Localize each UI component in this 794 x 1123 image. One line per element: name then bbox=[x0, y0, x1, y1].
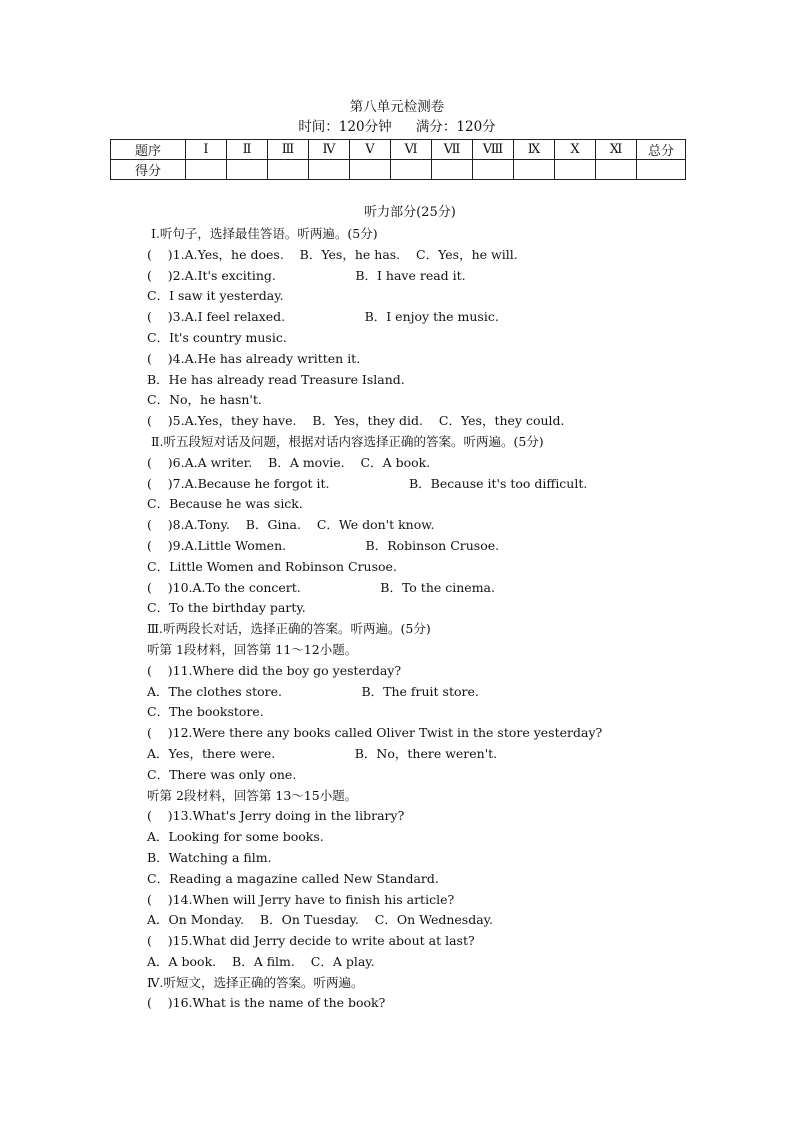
header-cell: Ⅲ bbox=[268, 140, 309, 160]
time-limit: 时间：120分钟 bbox=[298, 119, 392, 135]
option-line: B．Watching a film. bbox=[147, 849, 272, 865]
score-table-score-row bbox=[111, 160, 686, 180]
question-line: ( )5.A.Yes，they have. B．Yes，they did. C．Yes，they could. bbox=[147, 413, 565, 429]
instruction-line: 听第 2段材料，回答第 13～15小题。 bbox=[147, 787, 358, 803]
question-line: ( )2.A.It's exciting. B．I have read it. bbox=[147, 267, 466, 283]
option-line: C．There was only one. bbox=[147, 766, 297, 782]
option-line: A．Yes，there were. B．No，there weren't. bbox=[147, 745, 498, 761]
question-line: ( )16.What is the name of the book? bbox=[147, 995, 386, 1011]
section-heading: Ⅰ.听句子，选择最佳答语。听两遍。(5分) bbox=[151, 226, 378, 241]
header-cell: Ⅱ bbox=[227, 140, 268, 160]
score-cell bbox=[268, 160, 309, 180]
question-line: ( )1.A.Yes，he does. B．Yes，he has. C．Yes，he will. bbox=[147, 246, 518, 262]
instruction-line: 听第 1段材料，回答第 11～12小题。 bbox=[147, 641, 358, 657]
score-cell bbox=[596, 160, 637, 180]
option-line: A．Looking for some books. bbox=[147, 829, 324, 845]
score-cell bbox=[432, 160, 473, 180]
question-line: ( )7.A.Because he forgot it. B．Because it's too difficult. bbox=[147, 475, 588, 491]
question-line: ( )4.A.He has already written it. bbox=[147, 350, 361, 366]
question-line: ( )9.A.Little Women. B．Robinson Crusoe. bbox=[147, 537, 500, 553]
score-cell bbox=[473, 160, 514, 180]
question-list bbox=[147, 224, 767, 1014]
section-heading: Ⅲ.听两段长对话，选择正确的答案。听两遍。(5分) bbox=[147, 621, 431, 637]
question-line: ( )6.A.A writer. B．A movie. C．A book. bbox=[147, 454, 431, 470]
header-cell: Ⅰ bbox=[186, 140, 227, 160]
header-cell: Ⅹ bbox=[555, 140, 596, 160]
score-table bbox=[110, 139, 686, 180]
header-cell: Ⅴ bbox=[350, 140, 391, 160]
score-cell bbox=[555, 160, 596, 180]
score-table-header-row bbox=[111, 140, 686, 160]
question-line: ( )15.What did Jerry decide to write about at last? bbox=[147, 933, 475, 949]
score-row-label: 得分 bbox=[111, 160, 186, 180]
header-cell: 总分 bbox=[637, 140, 686, 160]
section-heading: Ⅳ.听短文，选择正确的答案。听两遍。 bbox=[147, 974, 364, 990]
option-line: C．Because he was sick. bbox=[147, 496, 303, 512]
score-cell bbox=[514, 160, 555, 180]
option-line: C．Little Women and Robinson Crusoe. bbox=[147, 558, 397, 574]
full-score: 满分：120分 bbox=[415, 119, 496, 135]
question-line: ( )10.A.To the concert. B．To the cinema. bbox=[147, 579, 495, 595]
header-cell: Ⅺ bbox=[596, 140, 637, 160]
question-line: ( )13.What's Jerry doing in the library? bbox=[147, 808, 405, 824]
question-line: ( )8.A.Tony. B．Gina. C．We don't know. bbox=[147, 517, 435, 533]
header-cell: 题序 bbox=[111, 140, 186, 160]
score-cell bbox=[227, 160, 268, 180]
exam-info bbox=[0, 118, 794, 136]
header-cell: Ⅳ bbox=[309, 140, 350, 160]
option-line: C．It's country music. bbox=[147, 329, 287, 345]
section-heading: Ⅱ.听五段短对话及问题，根据对话内容选择正确的答案。听两遍。(5分) bbox=[151, 433, 544, 449]
score-cell bbox=[309, 160, 350, 180]
question-line: ( )12.Were there any books called Oliver Twist in the store yesterday? bbox=[147, 725, 603, 741]
option-line: C．The bookstore. bbox=[147, 704, 264, 720]
score-cell bbox=[637, 160, 686, 180]
header-cell: Ⅸ bbox=[514, 140, 555, 160]
header-cell: Ⅷ bbox=[473, 140, 514, 160]
page-title: 第八单元检测卷 bbox=[349, 99, 445, 115]
section-title: 听力部分(25分) bbox=[364, 205, 456, 220]
option-line: C．I saw it yesterday. bbox=[147, 288, 284, 304]
option-line: C．No，he hasn't. bbox=[147, 392, 262, 408]
score-cell bbox=[391, 160, 432, 180]
option-line: A．The clothes store. B．The fruit store. bbox=[147, 683, 479, 699]
option-line: A．On Monday. B．On Tuesday. C．On Wednesday. bbox=[147, 912, 494, 928]
question-line: ( )14.When will Jerry have to finish his article? bbox=[147, 891, 455, 907]
option-line: A．A book. B．A film. C．A play. bbox=[147, 953, 375, 969]
score-cell bbox=[350, 160, 391, 180]
header-cell: Ⅶ bbox=[432, 140, 473, 160]
question-line: ( )11.Where did the boy go yesterday? bbox=[147, 662, 402, 678]
option-line: C．To the birthday party. bbox=[147, 600, 306, 616]
option-line: C．Reading a magazine called New Standard. bbox=[147, 870, 439, 886]
score-cell bbox=[186, 160, 227, 180]
question-line: ( )3.A.I feel relaxed. B．I enjoy the music. bbox=[147, 309, 499, 325]
header-cell: Ⅵ bbox=[391, 140, 432, 160]
option-line: B．He has already read Treasure Island. bbox=[147, 371, 405, 387]
